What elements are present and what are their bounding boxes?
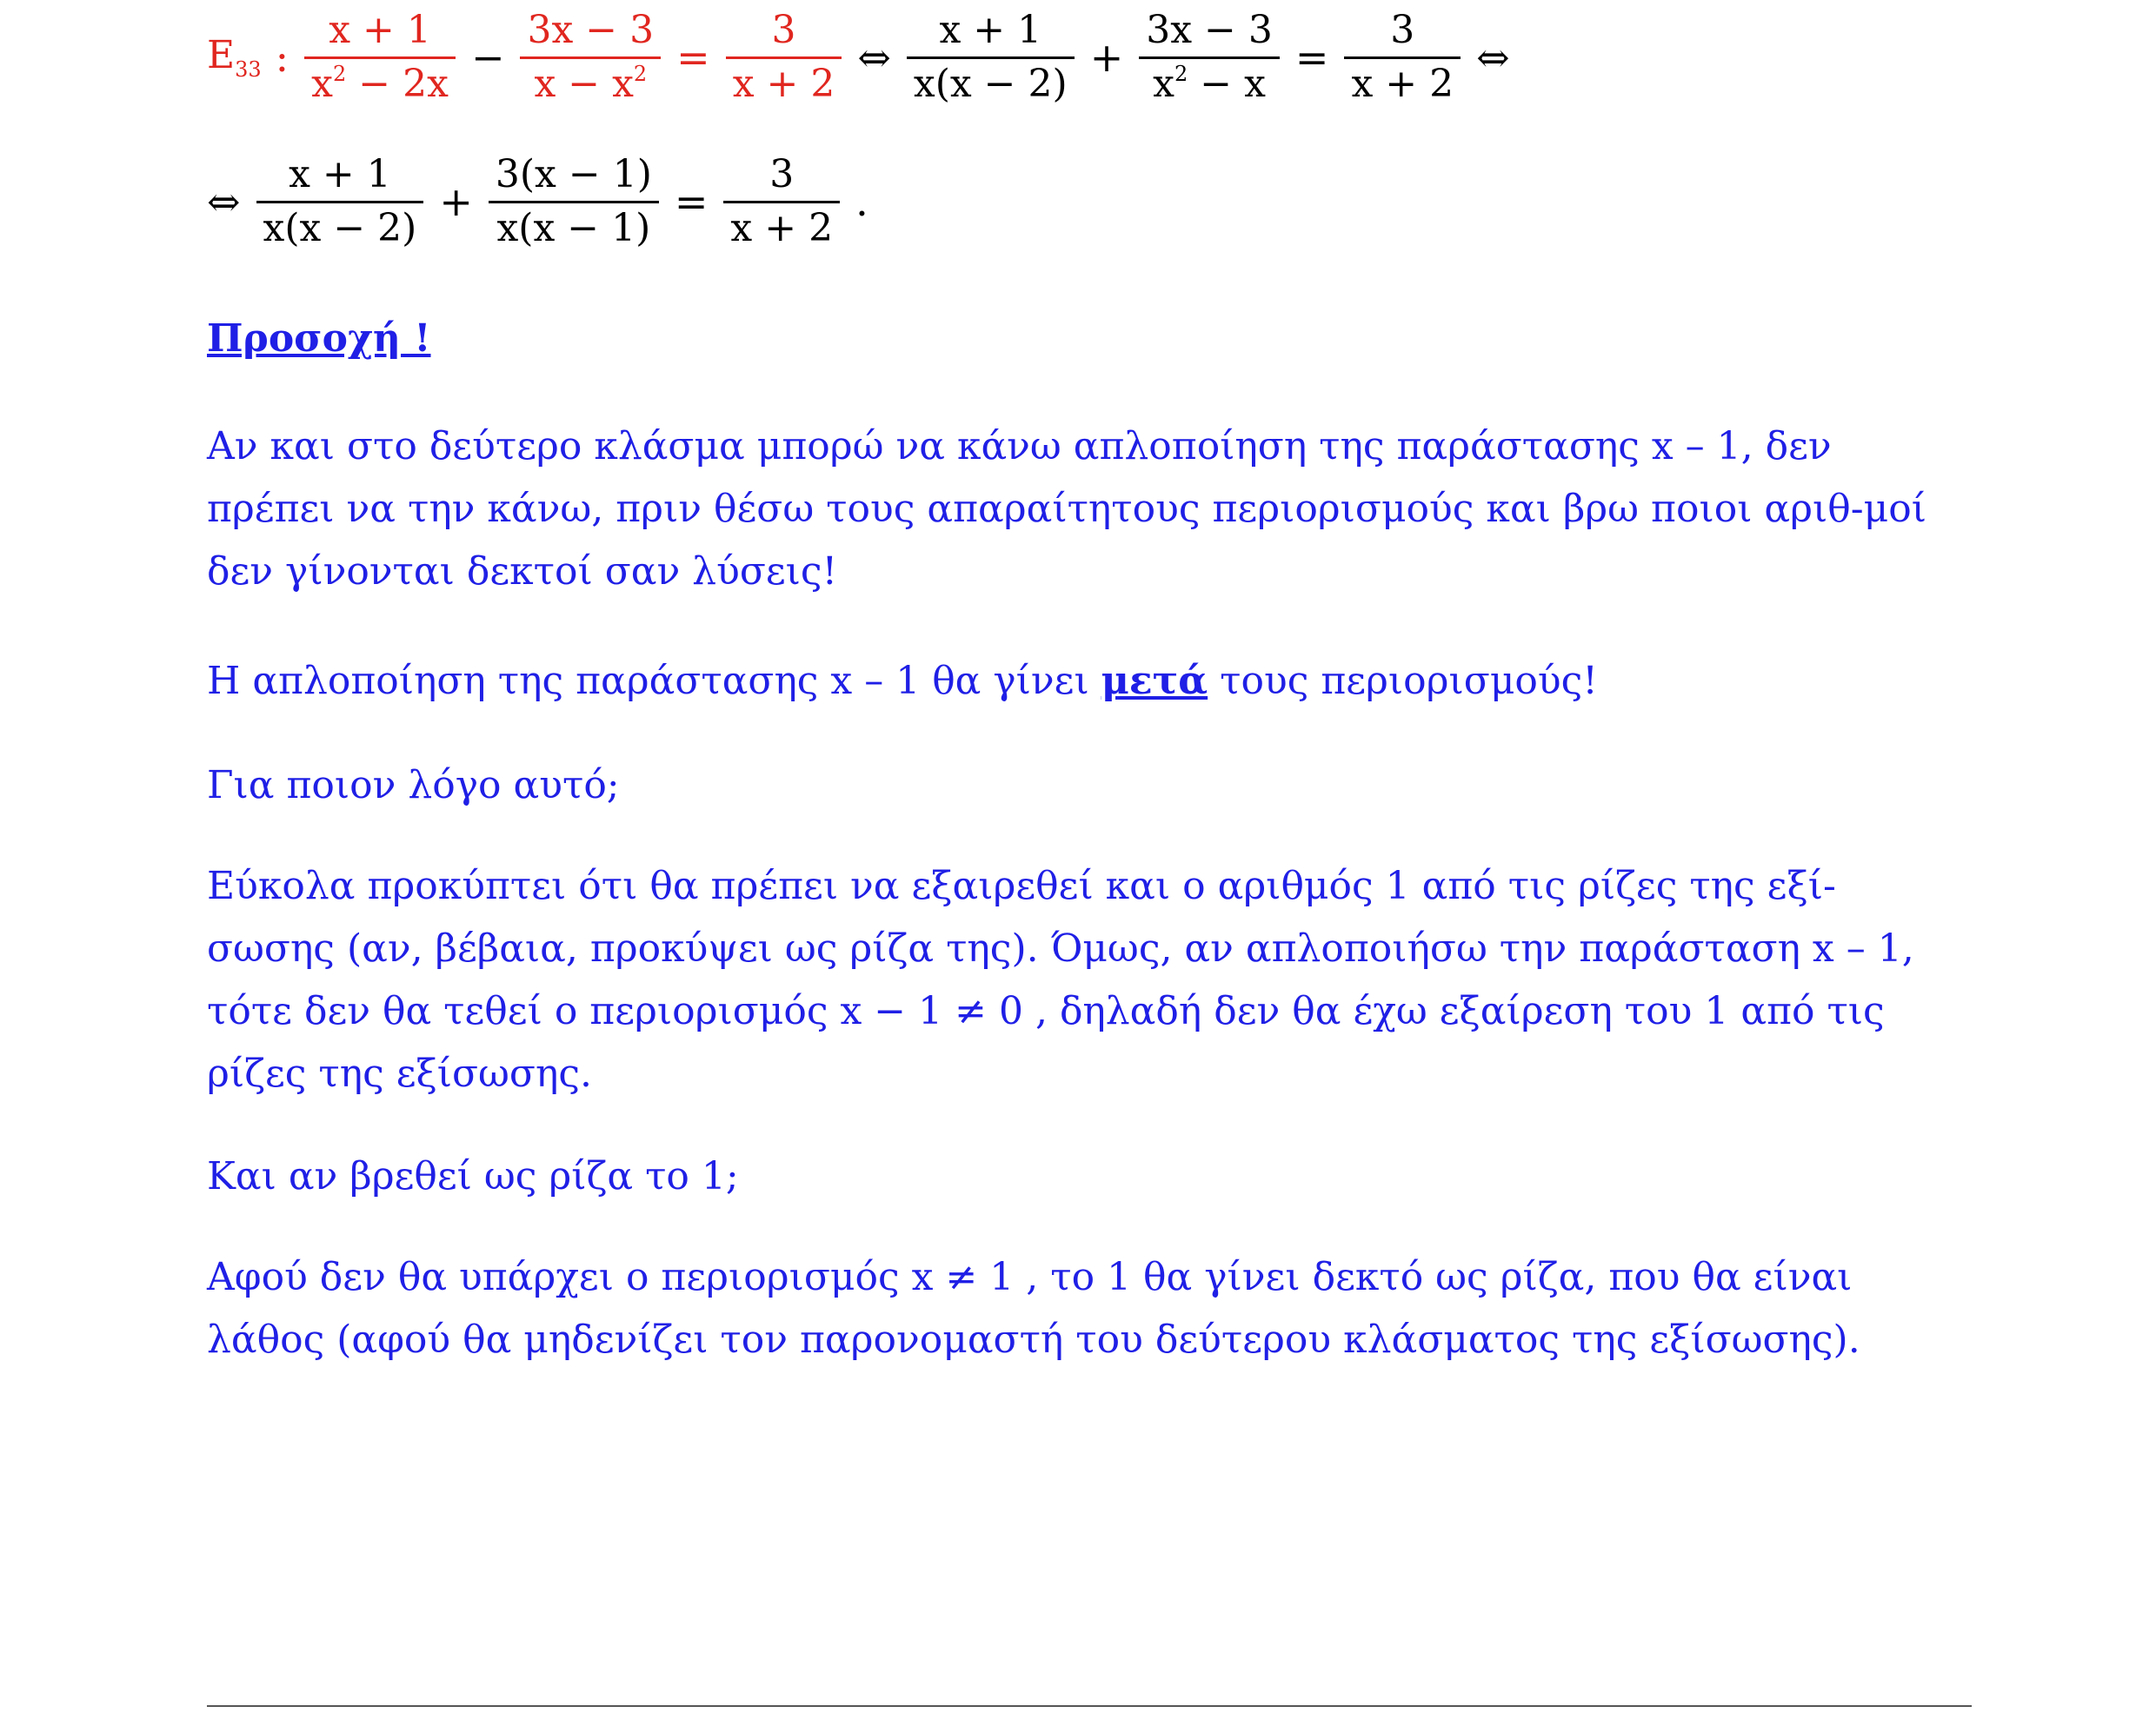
emphasis-after: μετά bbox=[1101, 659, 1208, 703]
paragraph-5: Και αν βρεθεί ως ρίζα το 1; bbox=[207, 1154, 739, 1198]
iff-symbol: ⇔ bbox=[857, 34, 891, 82]
fraction-7: $\frac{x + 1}{x(x - 2)}$ bbox=[256, 153, 424, 250]
period: . bbox=[855, 178, 868, 226]
fraction-2: $\frac{3x - 3}{x - x^2}$ bbox=[520, 9, 661, 106]
plus-sign: + bbox=[439, 178, 473, 226]
minus-sign: − bbox=[470, 34, 505, 82]
fraction-8: $\frac{3(x - 1)}{x(x - 1)}$ bbox=[489, 153, 659, 250]
paragraph-2: Η απλοποίηση της παράστασης x – 1 θα γίνει μετά τους περιορισμούς! bbox=[207, 659, 1598, 703]
paragraph-1: Αν και στο δεύτερο κλάσμα μπορώ να κάνω απλοποίηση της παράστασης x – 1, δεν πρέπει να την κάνω, πριν θέσω τους απαραίτητους περιορισμούς και βρω ποιοι αριθ-μοί δεν γίνονται δεκτοί σαν λύσεις! bbox=[207, 424, 1926, 594]
colon: : bbox=[275, 34, 289, 82]
equals-sign: = bbox=[676, 34, 710, 82]
fraction-4: $\frac{x + 1}{x(x - 2)}$ bbox=[907, 9, 1075, 106]
equation-line-2 bbox=[207, 153, 877, 250]
fraction-3: $\frac{3}{x + 2}$ bbox=[726, 9, 842, 106]
equals-sign: = bbox=[674, 178, 709, 226]
restriction-math-2: x ≠ 1 bbox=[911, 1255, 1015, 1299]
warning-heading: Προσοχή ! bbox=[207, 316, 431, 361]
equation-line-1 bbox=[207, 9, 1519, 106]
equation-label: $E_{33}$ bbox=[207, 33, 262, 82]
fraction-5: $\frac{3x - 3}{x^2 - x}$ bbox=[1139, 9, 1280, 106]
fraction-9: $\frac{3}{x + 2}$ bbox=[723, 153, 840, 250]
paragraph-3: Για ποιον λόγο αυτό; bbox=[207, 763, 620, 807]
footer-divider bbox=[207, 1705, 1972, 1707]
paragraph-4: Εύκολα προκύπτει ότι θα πρέπει να εξαιρεθεί και ο αριθμός 1 από τις ρίζες της εξί-σωσης (αν, βέβαια, προκύψει ως ρίζα της). Όμως, αν απλοποιήσω την παράσταση x – 1, τότε δεν θα τεθεί ο περιορισμός x − 1 ≠ 0 , δηλαδή δεν θα έχω εξαίρεση του 1 από τις ρίζες της εξίσωσης. bbox=[207, 864, 1914, 1096]
fraction-1: $\frac{x + 1}{x^2 - 2x}$ bbox=[304, 9, 456, 106]
paragraph-6: Αφού δεν θα υπάρχει ο περιορισμός x ≠ 1 , το 1 θα γίνει δεκτό ως ρίζα, που θα είναι λάθος (αφού θα μηδενίζει τον παρονομαστή του δεύτερου κλάσματος της εξίσωσης). bbox=[207, 1255, 1860, 1362]
equals-sign: = bbox=[1294, 34, 1329, 82]
plus-sign: + bbox=[1089, 34, 1124, 82]
iff-symbol: ⇔ bbox=[1476, 34, 1510, 82]
iff-symbol: ⇔ bbox=[207, 178, 241, 226]
restriction-math: x − 1 ≠ 0 bbox=[840, 989, 1023, 1033]
fraction-6: $\frac{3}{x + 2}$ bbox=[1344, 9, 1461, 106]
